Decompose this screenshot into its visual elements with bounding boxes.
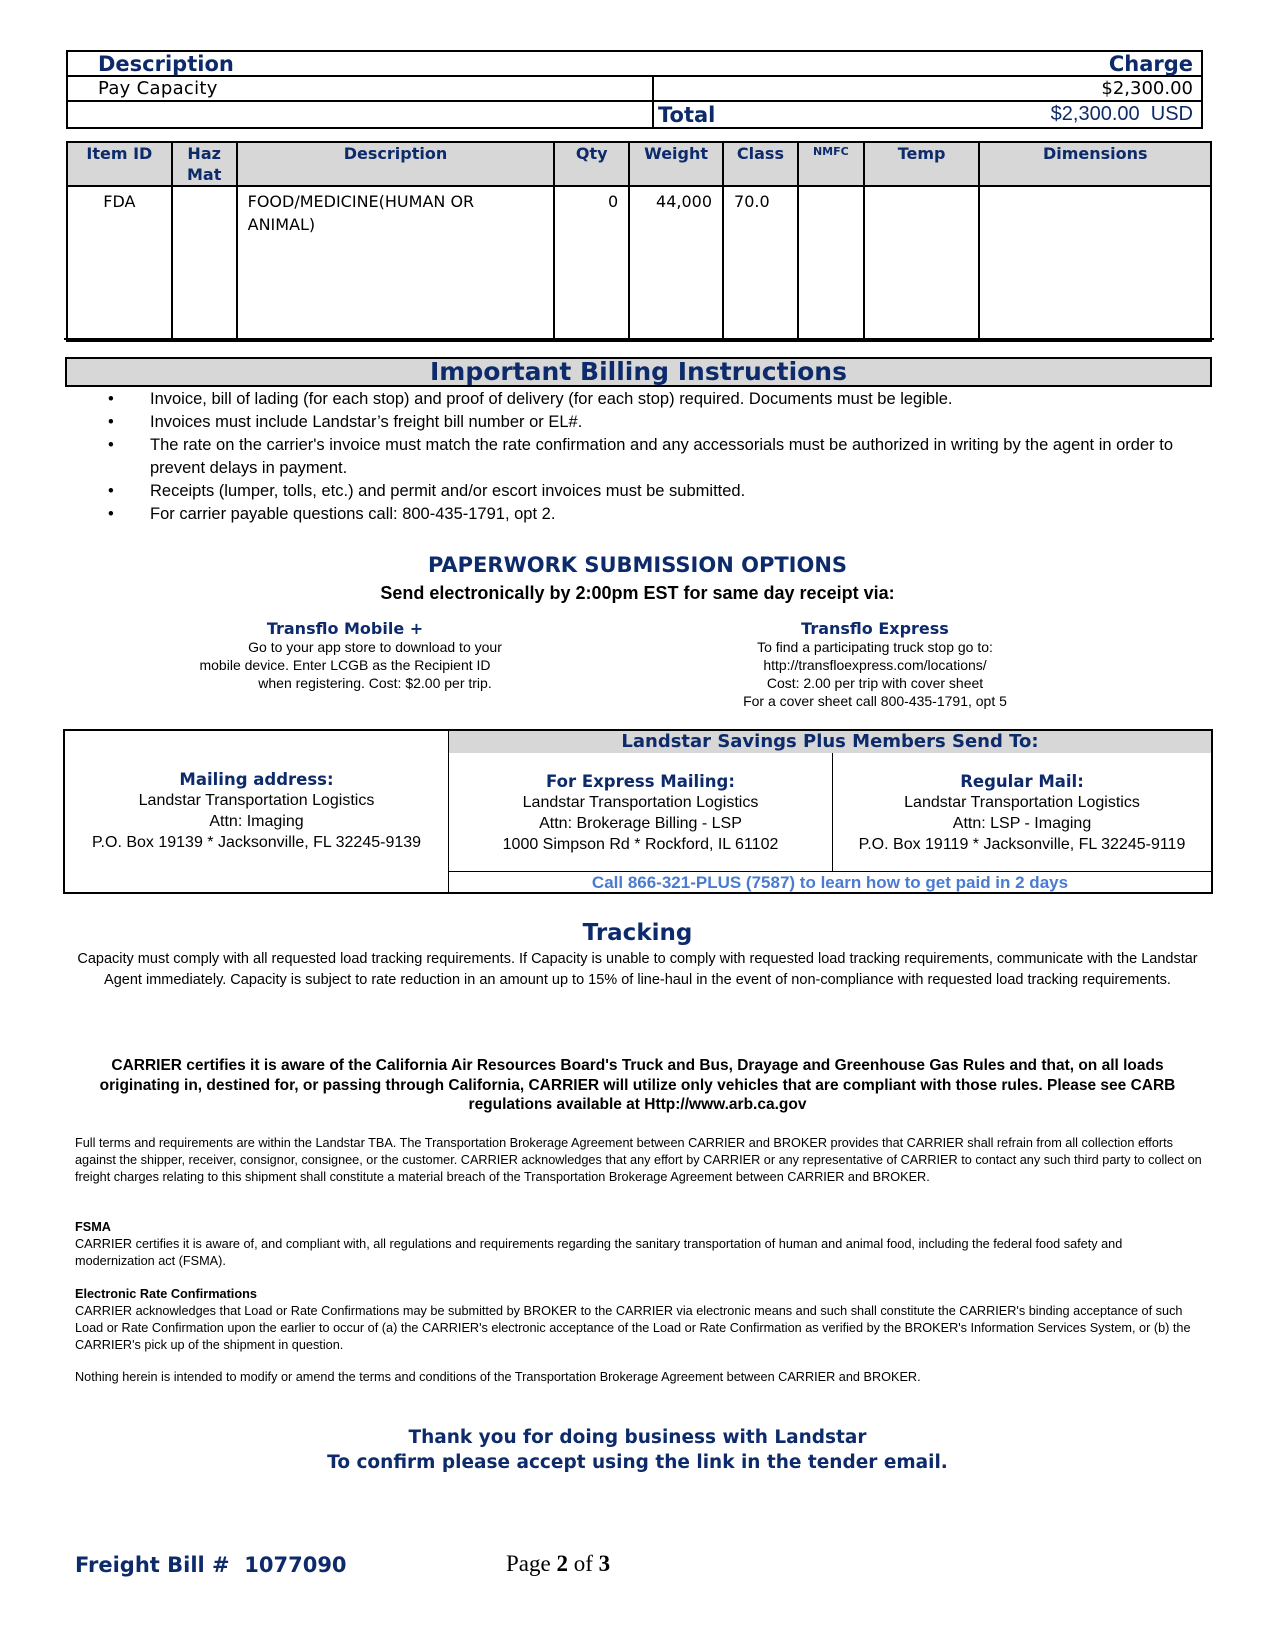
electronic-rate-title: Electronic Rate Confirmations <box>75 1287 257 1301</box>
cell-description: FOOD/MEDICINE(HUMAN OR ANIMAL) <box>237 186 555 341</box>
charges-line-description: Pay Capacity <box>68 77 654 100</box>
fsma-text: CARRIER certifies it is aware of, and compliant with, all regulations and requirements regarding the sanitary transportation of human and animal food, including the federal food safety and modernization act (FSMA). <box>75 1237 1123 1268</box>
cell-class: 70.0 <box>723 186 798 341</box>
bullet-icon: • <box>108 436 114 454</box>
express-mailing-line1: Landstar Transportation Logistics <box>522 794 759 811</box>
full-terms-text: Full terms and requirements are within the Landstar TBA. The Transportation Brokerage Agreement between CARRIER and BROKER provides that CARRIER shall refrain from all collection efforts against the shipper, receiver, consignor, consignee, or the customer. CARRIER acknowledges that any effort by CARRIER or any representative of CARRIER to contact any such third party to collect on freight charges relating to this shipment shall constitute a material breach of the Transportation Brokerage Agreement between CARRIER and BROKER. <box>75 1136 1202 1184</box>
mailing-main-line1: Landstar Transportation Logistics <box>138 792 375 809</box>
header-description: Description <box>237 142 555 186</box>
table-row <box>67 186 1211 341</box>
cell-temp <box>864 186 980 341</box>
charges-total-amount: $2,300.00 USD <box>1050 103 1193 125</box>
regular-mail-line1: Landstar Transportation Logistics <box>904 794 1140 811</box>
tracking-title: Tracking <box>582 920 693 946</box>
fsma-section <box>75 1219 1203 1270</box>
express-mailing-address <box>449 771 832 855</box>
transflo-express-line4: For a cover sheet call 800-435-1791, opt 5 <box>743 693 1007 709</box>
charges-line-amount: $2,300.00 <box>1101 78 1193 99</box>
charges-line-row <box>68 77 1201 102</box>
header-haz-mat-label: Haz Mat <box>186 144 222 184</box>
freight-bill-label: Freight Bill # <box>75 1553 230 1577</box>
freight-bill-number <box>75 1553 347 1577</box>
nothing-herein-text: Nothing herein is intended to modify or amend the terms and conditions of the Transportation Brokerage Agreement between CARRIER and BROKER. <box>75 1370 921 1384</box>
bullet-icon: • <box>108 413 114 431</box>
paperwork-title: PAPERWORK SUBMISSION OPTIONS <box>427 553 848 577</box>
mailing-main-line3: P.O. Box 19139 * Jacksonville, FL 32245-9139 <box>91 834 422 851</box>
transflo-express-option <box>700 619 1050 710</box>
items-header-row <box>67 142 1211 186</box>
cell-item-id: FDA <box>67 186 172 341</box>
mailing-address-box <box>63 729 1213 894</box>
cell-haz-mat <box>172 186 237 341</box>
transflo-mobile-line2: mobile device. Enter LCGB as the Recipient ID <box>199 657 491 673</box>
savings-plus-header: Landstar Savings Plus Members Send To: <box>449 731 1211 753</box>
transflo-express-title: Transflo Express <box>801 619 949 638</box>
regular-mail-line2: Attn: LSP - Imaging <box>952 815 1092 832</box>
tracking-text: Capacity must comply with all requested load tracking requirements. If Capacity is unable to comply with requested load tracking requirements, communicate with the Landstar Agent immediately. Capacity is subject to rate reduction in an amount up to 15% of line-haul in the event of non-compliance with requested load tracking requirements. <box>77 951 1198 988</box>
list-item <box>108 434 1188 480</box>
charges-total-spacer <box>68 102 654 127</box>
billing-instructions-title: Important Billing Instructions <box>65 357 1212 387</box>
page-word: Page <box>506 1551 551 1576</box>
electronic-rate-section <box>75 1286 1203 1354</box>
confirm-instruction-line: To confirm please accept using the link in the tender email. <box>327 1452 948 1473</box>
header-item-id: Item ID <box>67 142 172 186</box>
billing-instructions-list <box>108 388 1188 526</box>
cell-qty: 0 <box>554 186 629 341</box>
list-item <box>108 503 1188 526</box>
billing-item-text: Invoice, bill of lading (for each stop) and proof of delivery (for each stop) required. Documents must be legible. <box>150 390 953 408</box>
page-of: of <box>573 1551 593 1576</box>
list-item <box>108 480 1188 503</box>
header-nmfc: NMFC <box>798 142 864 186</box>
charges-description-header: Description <box>98 51 234 76</box>
billing-item-text: Receipts (lumper, tolls, etc.) and permit and/or escort invoices must be submitted. <box>150 482 746 500</box>
cell-nmfc <box>798 186 864 341</box>
transflo-mobile-line1: Go to your app store to download to your <box>248 639 502 655</box>
thank-you-message <box>0 1425 1275 1475</box>
savings-plus-call-line: Call 866-321-PLUS (7587) to learn how to get paid in 2 days <box>591 873 1069 892</box>
page-indicator <box>506 1551 610 1577</box>
list-item <box>108 411 1188 434</box>
billing-item-text: For carrier payable questions call: 800-435-1791, opt 2. <box>150 505 556 523</box>
transflo-mobile-line3: when registering. Cost: $2.00 per trip. <box>258 675 492 691</box>
regular-mail-line3: P.O. Box 19119 * Jacksonville, FL 32245-9119 <box>858 836 1186 853</box>
items-table <box>66 141 1212 342</box>
header-haz-mat <box>172 142 237 186</box>
billing-item-text: Invoices must include Landstar’s freight bill number or EL#. <box>150 413 583 431</box>
charges-total-row <box>68 102 1201 127</box>
header-temp: Temp <box>864 142 980 186</box>
cell-weight: 44,000 <box>629 186 723 341</box>
bullet-icon: • <box>108 482 114 500</box>
express-mailing-line2: Attn: Brokerage Billing - LSP <box>539 815 742 832</box>
express-mailing-line3: 1000 Simpson Rd * Rockford, IL 61102 <box>502 836 779 853</box>
regular-mail-title: Regular Mail: <box>960 772 1084 791</box>
transflo-express-link[interactable]: http://transfloexpress.com/locations/ <box>763 657 987 673</box>
page-current: 2 <box>556 1551 568 1576</box>
mailing-main-title: Mailing address: <box>179 770 334 789</box>
paperwork-subtitle: Send electronically by 2:00pm EST for same day receipt via: <box>380 583 895 603</box>
mailing-main-line2: Attn: Imaging <box>209 813 304 830</box>
header-qty: Qty <box>554 142 629 186</box>
items-table-double-rule <box>64 338 1214 340</box>
transflo-express-line3: Cost: 2.00 per trip with cover sheet <box>766 675 984 691</box>
billing-item-text: The rate on the carrier's invoice must match the rate confirmation and any accessorials must be authorized in writing by the agent in order to prevent delays in payment. <box>150 436 1173 477</box>
charges-total-label: Total <box>658 102 716 127</box>
regular-mail-address <box>833 771 1211 855</box>
charges-table <box>66 50 1203 129</box>
carb-certification: CARRIER certifies it is aware of the California Air Resources Board's Truck and Bus, Drayage and Greenhouse Gas Rules and that, on all loads originating in, destined for, or passing through California, CARRIER will utilize only vehicles that are compliant with those rules. Please see CARB regulations available at Http://www.arb.ca.gov <box>99 1057 1176 1113</box>
electronic-rate-text: CARRIER acknowledges that Load or Rate Confirmations may be submitted by BROKER to the CARRIER via electronic means and such shall constitute the CARRIER's binding acceptance of such Load or Rate Confirmation upon the earlier to occur of (a) the CARRIER's electronic acceptance of the Load or Rate Confirmation as verified by the BROKER's Information Services System, or (b) the CARRIER's pick up of the shipment in question. <box>75 1304 1191 1352</box>
mailing-main-address <box>65 769 448 853</box>
transflo-mobile-option <box>180 619 510 692</box>
charges-charge-header: Charge <box>1108 51 1193 76</box>
header-dimensions: Dimensions <box>979 142 1211 186</box>
freight-bill-value: 1077090 <box>244 1553 347 1577</box>
transflo-mobile-title: Transflo Mobile + <box>266 619 424 638</box>
charges-header-row <box>68 52 1201 77</box>
bullet-icon: • <box>108 505 114 523</box>
thank-you-line: Thank you for doing business with Landstar <box>408 1427 867 1448</box>
fsma-title: FSMA <box>75 1220 111 1234</box>
page-total: 3 <box>598 1551 611 1576</box>
header-weight: Weight <box>629 142 723 186</box>
header-class: Class <box>723 142 798 186</box>
list-item <box>108 388 1188 411</box>
bullet-icon: • <box>108 390 114 408</box>
express-mailing-title: For Express Mailing: <box>546 772 735 791</box>
transflo-express-line1: To find a participating truck stop go to: <box>757 639 993 655</box>
cell-dimensions <box>979 186 1211 341</box>
